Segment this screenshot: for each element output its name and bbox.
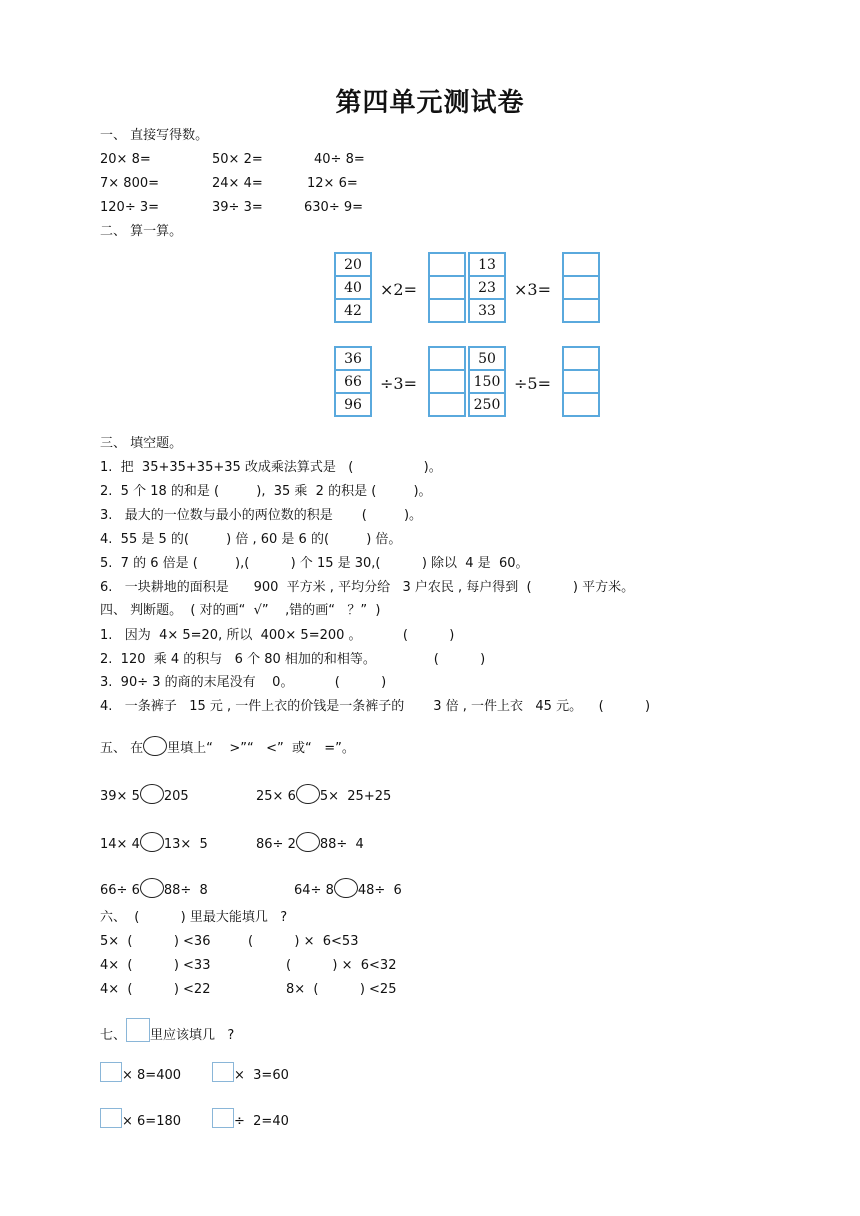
answer-cell[interactable] xyxy=(429,347,465,370)
answer-cell[interactable] xyxy=(563,299,599,322)
grid-2-answers xyxy=(562,252,600,323)
compare-item xyxy=(294,878,402,899)
grid-cell: 50 xyxy=(469,347,505,370)
grid-3-operands xyxy=(334,346,372,417)
compare-right: 205 xyxy=(163,789,189,804)
section-1-heading: 一、 直接写得数。 xyxy=(100,128,209,143)
grid-cell: 20 xyxy=(335,253,371,276)
compare-item xyxy=(256,832,364,853)
max-fill-item: 8× ( ) <25 xyxy=(286,982,397,997)
compare-circle[interactable] xyxy=(140,784,164,804)
compare-circle[interactable] xyxy=(140,832,164,852)
answer-cell[interactable] xyxy=(563,370,599,393)
compare-item xyxy=(100,784,189,805)
compare-left: 86÷ 2 xyxy=(256,837,296,852)
judge-item: 1. 因为 4× 5=20, 所以 400× 5=200 。 ( ) xyxy=(100,628,455,643)
calc-item: 7× 800= xyxy=(100,176,160,191)
grid-cell: 40 xyxy=(335,276,371,299)
answer-cell[interactable] xyxy=(429,393,465,416)
judge-item: 3. 90÷ 3 的商的末尾没有 0。 ( ) xyxy=(100,675,387,690)
compare-item xyxy=(100,832,208,853)
judge-item: 4. 一条裤子 15 元 , 一件上衣的价钱是一条裤子的 3 倍 , 一件上衣 45 元。 ( ) xyxy=(100,699,651,714)
fill-item: 2. 5 个 18 的和是 ( ), 35 乘 2 的积是 ( )。 xyxy=(100,484,432,499)
grid-cell: 250 xyxy=(469,393,505,416)
calc-item: 39÷ 3= xyxy=(212,200,263,215)
grid-cell: 42 xyxy=(335,299,371,322)
fill-item: 6. 一块耕地的面积是 900 平方米 , 平均分给 3 户农民 , 每户得到 ( ) 平方米。 xyxy=(100,580,635,595)
max-fill-item: 4× ( ) <33 xyxy=(100,958,211,973)
grid-cell: 23 xyxy=(469,276,505,299)
box-fill-item xyxy=(100,1108,181,1130)
square-blank-icon xyxy=(126,1018,150,1042)
grid-1-operands xyxy=(334,252,372,323)
calc-item: 40÷ 8= xyxy=(314,152,365,167)
section-5-heading-a: 五、 在 xyxy=(100,741,144,756)
fill-item: 3. 最大的一位数与最小的两位数的积是 ( )。 xyxy=(100,508,423,523)
grid-cell: 33 xyxy=(469,299,505,322)
answer-box[interactable] xyxy=(100,1108,122,1128)
max-fill-item: ( ) × 6<32 xyxy=(286,958,397,973)
max-fill-item: ( ) × 6<53 xyxy=(248,934,359,949)
grid-1-operator: ×2= xyxy=(380,280,417,299)
compare-left: 39× 5 xyxy=(100,789,140,804)
grid-2-operator: ×3= xyxy=(514,280,551,299)
judge-item: 2. 120 乘 4 的积与 6 个 80 相加的和相等。 ( ) xyxy=(100,652,486,667)
compare-right: 48÷ 6 xyxy=(357,883,402,898)
calc-item: 120÷ 3= xyxy=(100,200,160,215)
answer-cell[interactable] xyxy=(563,393,599,416)
compare-left: 66÷ 6 xyxy=(100,883,140,898)
fill-item: 4. 55 是 5 的( ) 倍 , 60 是 6 的( ) 倍。 xyxy=(100,532,402,547)
section-7-heading xyxy=(100,1018,234,1044)
answer-cell[interactable] xyxy=(563,347,599,370)
compare-left: 14× 4 xyxy=(100,837,140,852)
answer-cell[interactable] xyxy=(429,253,465,276)
compare-right: 88÷ 8 xyxy=(163,883,208,898)
section-5-heading-b: 里填上“ >”“ <” 或“ =”。 xyxy=(167,741,355,756)
answer-cell[interactable] xyxy=(429,370,465,393)
grid-2-operands xyxy=(468,252,506,323)
compare-right: 13× 5 xyxy=(163,837,208,852)
grid-3-answers xyxy=(428,346,466,417)
box-fill-text: × 6=180 xyxy=(122,1114,182,1129)
compare-right: 5× 25+25 xyxy=(319,789,392,804)
grid-1-answers xyxy=(428,252,466,323)
grid-cell: 13 xyxy=(469,253,505,276)
grid-4-operands xyxy=(468,346,506,417)
compare-circle[interactable] xyxy=(140,878,164,898)
section-7-heading-a: 七、 xyxy=(100,1028,127,1043)
box-fill-text: × 8=400 xyxy=(122,1068,182,1083)
section-6-heading: 六、 ( ) 里最大能填几 ? xyxy=(100,910,288,925)
answer-box[interactable] xyxy=(212,1108,234,1128)
section-2-heading: 二、 算一算。 xyxy=(100,224,183,239)
max-fill-item: 5× ( ) <36 xyxy=(100,934,211,949)
grid-cell: 96 xyxy=(335,393,371,416)
calc-item: 20× 8= xyxy=(100,152,151,167)
answer-cell[interactable] xyxy=(563,276,599,299)
compare-right: 88÷ 4 xyxy=(319,837,364,852)
answer-cell[interactable] xyxy=(563,253,599,276)
compare-item xyxy=(256,784,391,805)
fill-item: 1. 把 35+35+35+35 改成乘法算式是 ( )。 xyxy=(100,460,442,475)
answer-box[interactable] xyxy=(212,1062,234,1082)
calc-item: 24× 4= xyxy=(212,176,263,191)
answer-cell[interactable] xyxy=(429,276,465,299)
compare-left: 64÷ 8 xyxy=(294,883,334,898)
max-fill-item: 4× ( ) <22 xyxy=(100,982,211,997)
compare-item xyxy=(100,878,208,899)
section-5-heading xyxy=(100,736,355,757)
calc-item: 12× 6= xyxy=(307,176,358,191)
grid-cell: 150 xyxy=(469,370,505,393)
grid-cell: 36 xyxy=(335,347,371,370)
calc-item: 50× 2= xyxy=(212,152,263,167)
grid-3-operator: ÷3= xyxy=(380,374,417,393)
section-7-heading-b: 里应该填几 ? xyxy=(150,1028,235,1043)
box-fill-item xyxy=(212,1108,289,1130)
circle-blank-icon xyxy=(143,736,167,756)
fill-item: 5. 7 的 6 倍是 ( ),( ) 个 15 是 30,( ) 除以 4 是 60。 xyxy=(100,556,529,571)
compare-left: 25× 6 xyxy=(256,789,296,804)
box-fill-item xyxy=(100,1062,181,1084)
calc-item: 630÷ 9= xyxy=(304,200,364,215)
box-fill-text: ÷ 2=40 xyxy=(234,1114,289,1129)
section-4-heading: 四、 判断题。 ( 对的画“ √” ,错的画“ ？” ) xyxy=(100,603,381,618)
section-3-heading: 三、 填空题。 xyxy=(100,436,183,451)
answer-box[interactable] xyxy=(100,1062,122,1082)
compare-circle[interactable] xyxy=(296,832,320,852)
box-fill-text: × 3=60 xyxy=(234,1068,289,1083)
page-title: 第四单元测试卷 xyxy=(335,88,525,118)
grid-4-operator: ÷5= xyxy=(514,374,551,393)
box-fill-item xyxy=(212,1062,289,1084)
compare-circle[interactable] xyxy=(296,784,320,804)
grid-4-answers xyxy=(562,346,600,417)
answer-cell[interactable] xyxy=(429,299,465,322)
grid-cell: 66 xyxy=(335,370,371,393)
compare-circle[interactable] xyxy=(334,878,358,898)
